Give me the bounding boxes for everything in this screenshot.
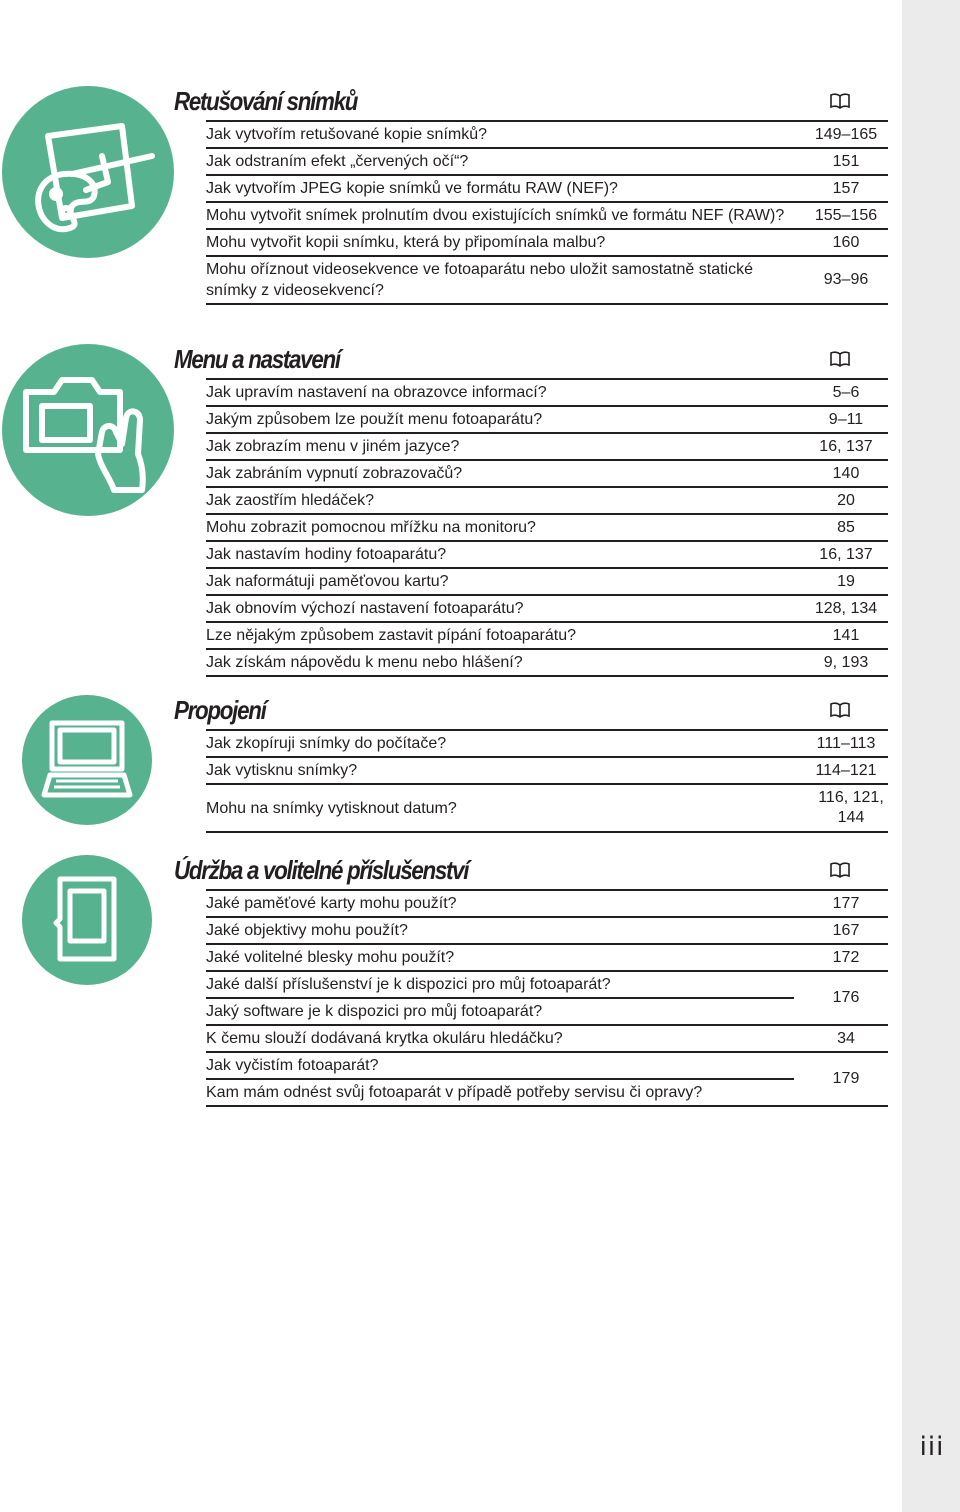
table-row-group [206,972,888,1026]
question: Mohu na snímky vytisknout datum? [206,799,457,817]
table-row [206,891,888,918]
question: Jak zobrazím menu v jiném jazyce? [206,438,460,455]
laptop-icon [22,695,152,825]
table-row [206,596,888,623]
page-ref: 20 [837,491,855,509]
question: K čemu slouží dodávaná krytka okuláru hledáčku? [206,1030,563,1047]
page-ref: 160 [832,233,860,251]
section-retouch [174,86,888,305]
faq-table [206,729,888,833]
table-row [206,1026,888,1053]
question: Jak získám nápovědu k menu nebo hlášení? [206,654,523,671]
page-ref: 155–156 [814,206,878,224]
question: Jak nastavím hodiny fotoaparátu? [206,546,447,563]
question: Kam mám odnést svůj fotoaparát v případě potřeby servisu či opravy? [206,1084,703,1101]
section-connections [174,695,888,833]
table-row [206,542,888,569]
page-sidebar [902,0,960,1512]
table-row [206,407,888,434]
question: Jak odstraním efekt „červených očí“? [206,153,469,170]
question: Mohu zobrazit pomocnou mřížku na monitoru? [206,519,536,536]
table-row [206,434,888,461]
section-title: Retušování snímků [174,86,358,116]
table-row [206,918,888,945]
page-ref: 141 [832,626,860,644]
question: Jaké další příslušenství je k dispozici pro můj fotoaparát? [206,972,794,999]
table-row [206,149,888,176]
book-icon [829,701,851,719]
faq-table [206,889,888,1107]
table-row [206,650,888,677]
page-ref: 16, 137 [819,545,873,563]
table-row [206,515,888,542]
page-ref: 9–11 [828,410,864,428]
question: Mohu oříznout videosekvence ve fotoaparátu nebo uložit samostatně statické snímky z videosekvencí? [206,261,753,299]
question: Jaký software je k dispozici pro můj fotoaparát? [206,1003,543,1020]
question: Jaké paměťové karty mohu použít? [206,895,457,912]
page-ref: 167 [832,921,860,939]
section-maintenance [174,855,888,1107]
page-ref: 85 [837,518,855,536]
page-ref: 5–6 [832,383,860,401]
page-ref: 111–113 [816,734,876,752]
page-ref: 177 [832,894,860,912]
page-ref: 179 [832,1070,860,1087]
table-row [206,380,888,407]
page-ref: 34 [837,1029,855,1047]
question: Jaké volitelné blesky mohu použít? [206,949,455,966]
table-row [206,758,888,785]
page-ref: 172 [832,948,860,966]
page-ref: 16, 137 [819,437,873,455]
question: Jaké objektivy mohu použít? [206,922,408,939]
page-ref: 114–121 [815,761,877,779]
page-ref: 116, 121, 144 [818,789,884,826]
question: Mohu vytvořit kopii snímku, která by připomínala malbu? [206,234,606,251]
page-ref: 151 [832,152,860,170]
page-ref: 128, 134 [814,599,878,617]
question: Jak zaostřím hledáček? [206,492,375,509]
page-ref: 140 [832,464,860,482]
question: Jak obnovím výchozí nastavení fotoaparátu? [206,600,524,617]
camera-menu-icon [2,344,174,516]
page-ref: 157 [832,179,860,197]
faq-table [206,120,888,305]
page-number: iii [919,1432,945,1462]
question: Mohu vytvořit snímek prolnutím dvou existujících snímků ve formátu NEF (RAW)? [206,207,785,224]
page-ref: 176 [832,989,860,1006]
table-row [206,488,888,515]
question: Jak zabráním vypnutí zobrazovačů? [206,465,463,482]
question: Jak vytisknu snímky? [206,762,358,779]
question: Jak upravím nastavení na obrazovce informací? [206,384,547,401]
section-title: Propojení [174,695,266,725]
page-ref: 19 [837,572,855,590]
question: Lze nějakým způsobem zastavit pípání fotoaparátu? [206,627,576,644]
table-row-group [206,1053,888,1107]
retouch-palette-icon [2,86,174,258]
table-row [206,569,888,596]
table-row [206,122,888,149]
question: Jak zkopíruji snímky do počítače? [206,735,447,752]
book-icon [829,861,851,879]
page-ref: 149–165 [814,125,878,143]
table-row [206,203,888,230]
table-row [206,785,888,833]
question: Jakým způsobem lze použít menu fotoaparátu? [206,411,543,428]
table-row [206,731,888,758]
faq-table [206,378,888,677]
table-row [206,230,888,257]
section-title: Menu a nastavení [174,344,340,374]
table-row [206,257,888,305]
table-row [206,623,888,650]
table-row [206,461,888,488]
question: Jak vyčistím fotoaparát? [206,1053,794,1080]
book-icon [829,350,851,368]
memory-card-icon [22,855,152,985]
page-ref: 93–96 [823,271,869,288]
table-row [206,176,888,203]
question: Jak naformátuji paměťovou kartu? [206,573,449,590]
question: Jak vytvořím JPEG kopie snímků ve formátu RAW (NEF)? [206,180,618,197]
section-menu-settings [174,344,888,677]
section-title: Údržba a volitelné příslušenství [174,855,469,885]
table-row [206,945,888,972]
book-icon [829,92,851,110]
question: Jak vytvořím retušované kopie snímků? [206,126,488,143]
page-ref: 9, 193 [823,653,869,671]
